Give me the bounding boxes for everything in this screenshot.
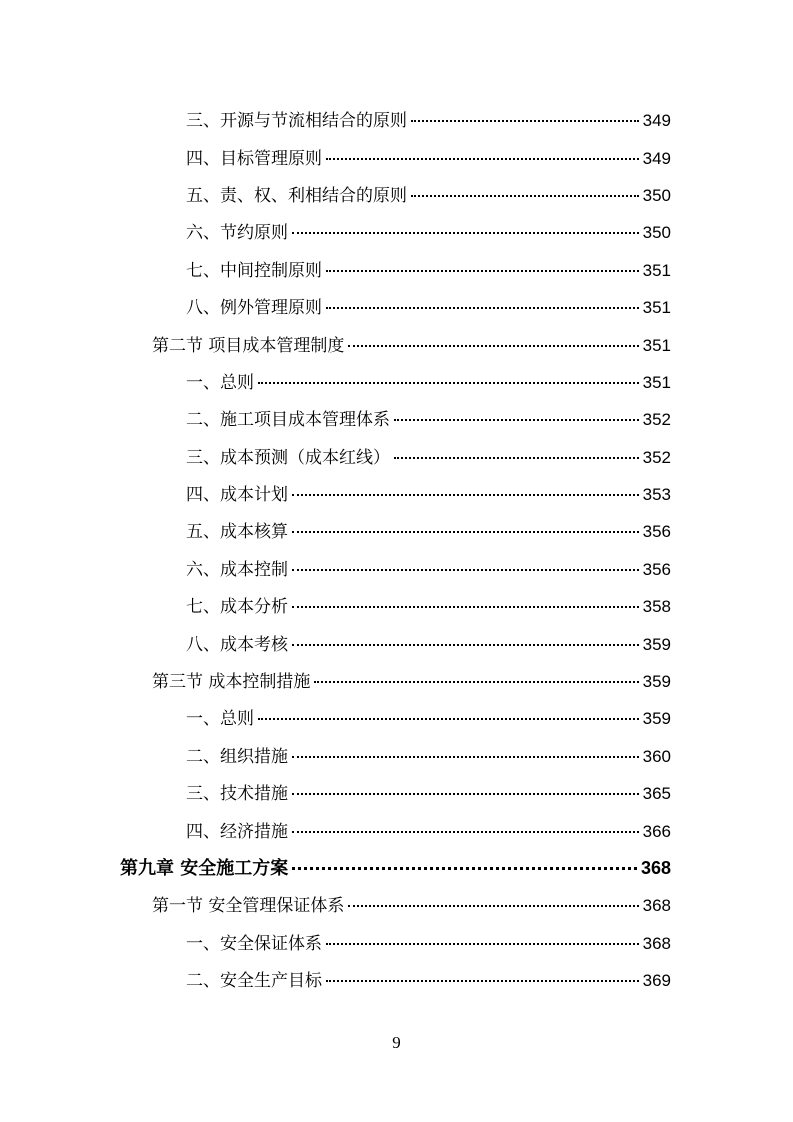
toc-entry-row xyxy=(186,106,793,131)
toc-entry[interactable] xyxy=(0,736,793,773)
dot-leader xyxy=(292,606,639,608)
toc-entry[interactable] xyxy=(0,549,793,586)
toc-entry[interactable] xyxy=(0,399,793,436)
toc-entry-title: 五、成本核算 xyxy=(186,522,288,543)
toc-entry-row xyxy=(152,891,793,916)
dot-leader xyxy=(326,270,639,272)
dot-leader xyxy=(326,980,639,982)
toc-entry-title: 六、成本控制 xyxy=(186,559,288,580)
toc-entry-row xyxy=(152,667,793,692)
toc-entry-title: 二、施工项目成本管理体系 xyxy=(186,410,390,431)
table-of-contents xyxy=(0,100,793,997)
toc-entry-row xyxy=(186,480,793,505)
toc-entry-title: 四、经济措施 xyxy=(186,821,288,842)
toc-entry-page: 351 xyxy=(642,335,671,355)
toc-entry-page: 359 xyxy=(642,709,671,729)
toc-entry-row xyxy=(120,854,793,880)
toc-entry[interactable] xyxy=(0,362,793,399)
dot-leader xyxy=(292,831,639,833)
toc-entry-row xyxy=(186,704,793,729)
toc-entry-page: 366 xyxy=(642,821,671,841)
dot-leader xyxy=(348,905,638,907)
toc-entry[interactable] xyxy=(0,100,793,137)
toc-entry-row xyxy=(186,405,793,430)
toc-entry[interactable] xyxy=(0,474,793,511)
toc-entry-page: 356 xyxy=(642,559,671,579)
toc-entry[interactable] xyxy=(0,810,793,847)
toc-entry-page: 352 xyxy=(642,410,671,430)
toc-entry-page: 368 xyxy=(642,933,671,953)
toc-entry-row xyxy=(152,331,793,356)
toc-entry-row xyxy=(186,630,793,655)
toc-entry-row xyxy=(186,817,793,842)
toc-entry[interactable] xyxy=(0,175,793,212)
toc-entry-row xyxy=(186,779,793,804)
dot-leader xyxy=(411,120,639,122)
toc-entry-page: 351 xyxy=(642,260,671,280)
toc-entry-page: 353 xyxy=(642,485,671,505)
toc-entry[interactable] xyxy=(0,698,793,735)
dot-leader xyxy=(394,457,639,459)
toc-entry-row xyxy=(186,144,793,169)
toc-entry[interactable] xyxy=(0,848,793,885)
toc-entry-page: 356 xyxy=(642,522,671,542)
dot-leader xyxy=(292,531,639,533)
dot-leader xyxy=(292,232,639,234)
toc-entry-row xyxy=(186,966,793,991)
toc-entry-row xyxy=(186,256,793,281)
toc-entry[interactable] xyxy=(0,960,793,997)
dot-leader xyxy=(292,793,639,795)
dot-leader xyxy=(258,382,639,384)
toc-entry-title: 八、例外管理原则 xyxy=(186,298,322,319)
toc-entry-page: 350 xyxy=(642,185,671,205)
toc-entry-row xyxy=(186,742,793,767)
toc-entry-title: 三、技术措施 xyxy=(186,784,288,805)
toc-entry[interactable] xyxy=(0,324,793,361)
toc-entry[interactable] xyxy=(0,212,793,249)
toc-entry-row xyxy=(186,555,793,580)
dot-leader xyxy=(292,494,639,496)
toc-entry[interactable] xyxy=(0,511,793,548)
toc-entry-title: 一、安全保证体系 xyxy=(186,933,322,954)
toc-entry-page: 368 xyxy=(640,857,671,878)
toc-entry[interactable] xyxy=(0,437,793,474)
dot-leader xyxy=(292,756,639,758)
toc-entry-title: 七、成本分析 xyxy=(186,597,288,618)
toc-entry[interactable] xyxy=(0,586,793,623)
page-number: 9 xyxy=(392,1033,401,1052)
toc-entry-page: 358 xyxy=(642,597,671,617)
toc-entry-page: 360 xyxy=(642,746,671,766)
toc-entry-row xyxy=(186,368,793,393)
dot-leader xyxy=(326,307,639,309)
dot-leader xyxy=(292,569,639,571)
toc-entry[interactable] xyxy=(0,661,793,698)
dot-leader xyxy=(394,419,639,421)
toc-entry-row xyxy=(186,181,793,206)
toc-entry-title: 第三节 成本控制措施 xyxy=(152,672,311,693)
dot-leader xyxy=(326,943,639,945)
toc-entry[interactable] xyxy=(0,287,793,324)
toc-entry-page: 351 xyxy=(642,298,671,318)
dot-leader xyxy=(292,867,637,870)
toc-entry-page: 359 xyxy=(642,634,671,654)
toc-entry-title: 七、中间控制原则 xyxy=(186,260,322,281)
toc-entry[interactable] xyxy=(0,923,793,960)
toc-entry-page: 349 xyxy=(642,148,671,168)
toc-entry-title: 一、总则 xyxy=(186,709,254,730)
dot-leader xyxy=(326,158,639,160)
toc-entry[interactable] xyxy=(0,250,793,287)
toc-entry-page: 349 xyxy=(642,111,671,131)
toc-entry-title: 三、开源与节流相结合的原则 xyxy=(186,111,407,132)
toc-entry-page: 365 xyxy=(642,784,671,804)
dot-leader xyxy=(348,345,638,347)
dot-leader xyxy=(411,195,639,197)
dot-leader xyxy=(314,681,638,683)
toc-entry-row xyxy=(186,517,793,542)
toc-entry-title: 五、责、权、利相结合的原则 xyxy=(186,185,407,206)
toc-entry[interactable] xyxy=(0,623,793,660)
toc-entry-row xyxy=(186,929,793,954)
toc-entry[interactable] xyxy=(0,137,793,174)
toc-entry-title: 三、成本预测（成本红线） xyxy=(186,447,390,468)
toc-entry-title: 二、组织措施 xyxy=(186,746,288,767)
toc-entry-page: 369 xyxy=(642,971,671,991)
toc-entry-page: 352 xyxy=(642,447,671,467)
toc-entry-title: 四、成本计划 xyxy=(186,485,288,506)
toc-entry-row xyxy=(186,218,793,243)
toc-entry-row xyxy=(186,293,793,318)
dot-leader xyxy=(292,644,639,646)
toc-entry-title: 四、目标管理原则 xyxy=(186,148,322,169)
toc-entry-title: 二、安全生产目标 xyxy=(186,971,322,992)
toc-entry-page: 359 xyxy=(642,672,671,692)
toc-entry-page: 351 xyxy=(642,372,671,392)
toc-entry-title: 六、节约原则 xyxy=(186,223,288,244)
toc-entry-title: 八、成本考核 xyxy=(186,634,288,655)
toc-entry-title: 第九章 安全施工方案 xyxy=(120,857,289,879)
toc-entry-title: 第二节 项目成本管理制度 xyxy=(152,335,345,356)
toc-entry[interactable] xyxy=(0,885,793,922)
toc-entry-page: 350 xyxy=(642,223,671,243)
toc-entry-title: 一、总则 xyxy=(186,372,254,393)
toc-entry-row xyxy=(186,592,793,617)
toc-entry-row xyxy=(186,443,793,468)
toc-entry[interactable] xyxy=(0,773,793,810)
toc-entry-title: 第一节 安全管理保证体系 xyxy=(152,896,345,917)
toc-entry-page: 368 xyxy=(642,896,671,916)
dot-leader xyxy=(258,718,639,720)
